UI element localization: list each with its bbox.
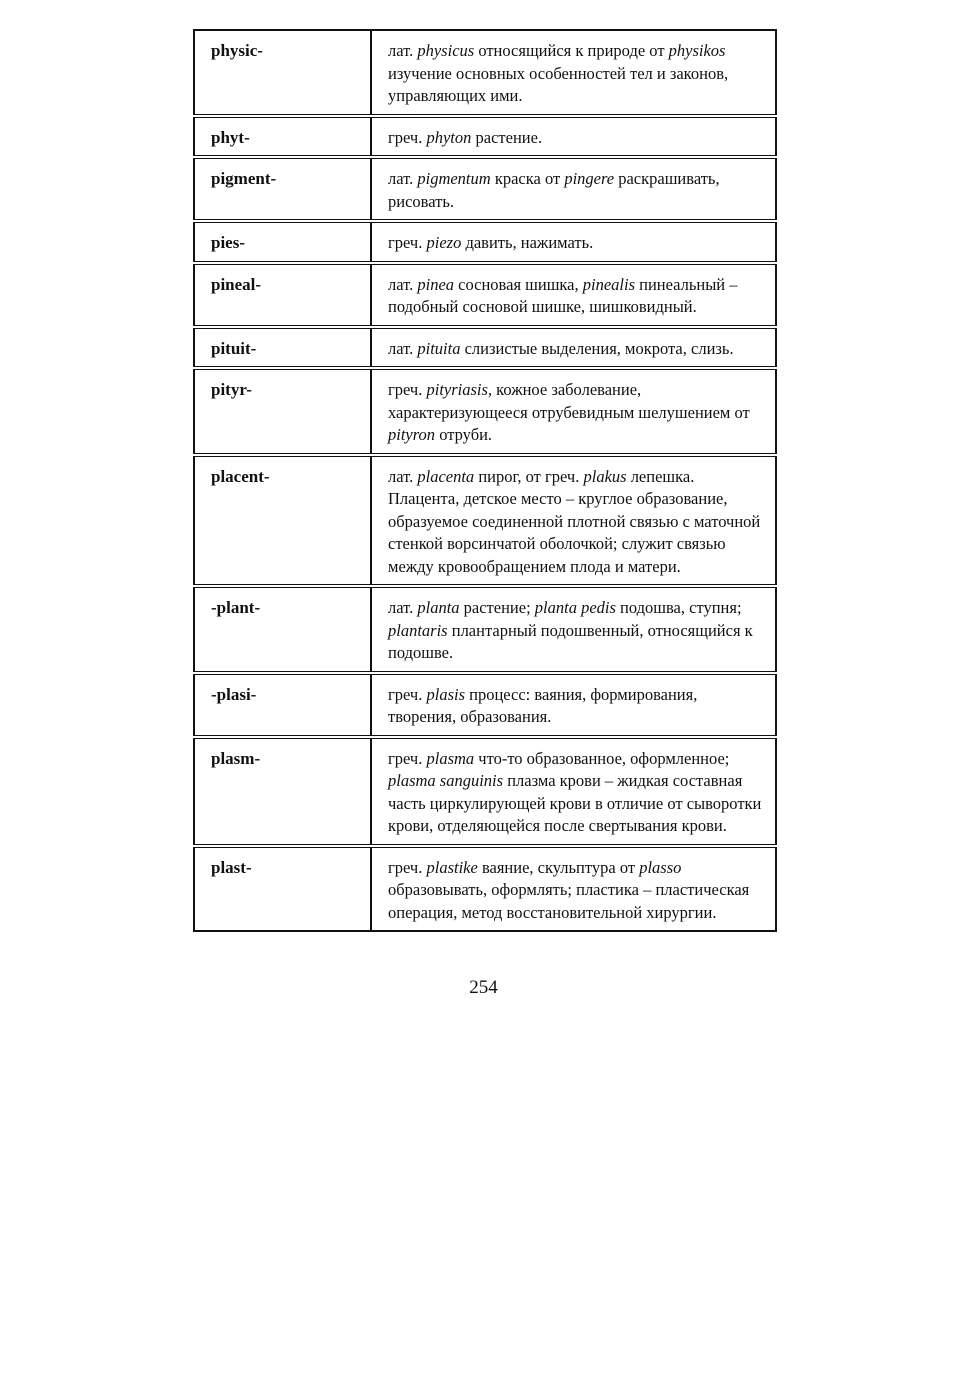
definition-text: плазма крови – жидкая составная часть циркулирующей крови в отличие от сыворотки крови, отделяющейся после свертывания крови. (388, 771, 762, 835)
definition-term-italic: plasis (426, 684, 465, 704)
definition-text: плантарный подошвенный, относящийся к подошве. (388, 620, 753, 662)
definition-cell (371, 30, 776, 116)
definition-cell (371, 327, 776, 369)
definition-text: греч. (388, 380, 427, 399)
definition-text: пинеальный – подобный сосновой шишке, шишковидный. (388, 274, 738, 316)
definition-term-italic: plantaris (388, 620, 448, 640)
definition-text: лат. (388, 169, 418, 188)
term-cell: pityr- (194, 368, 371, 455)
definition-term-italic: planta (417, 598, 460, 617)
term-cell: plasm- (194, 737, 371, 846)
definition-term-italic: physikos (668, 41, 726, 60)
definition-term-italic: plakus (583, 466, 627, 486)
definition-text: ваяние, скульптура от (477, 857, 640, 877)
definition-term-italic: placenta (417, 466, 475, 486)
definition-term-italic: pigmentum (417, 169, 491, 188)
definition-term-italic: plasma (426, 748, 475, 768)
definition-text: давить, нажимать. (461, 233, 594, 252)
table-row (194, 586, 776, 673)
term-cell: plast- (194, 846, 371, 932)
term-cell: pituit- (194, 327, 371, 369)
definition-text: лат. (388, 41, 418, 60)
definition-cell (371, 116, 776, 158)
definition-text: лат. (388, 338, 418, 358)
table-row (194, 455, 776, 587)
definition-text: лепешка. Плацента, детское место – круглое образование, образуемое соединенной плотной связью с маточной стенкой ворсинчатой оболочкой; служит связью между кровообращением плода и матери. (388, 466, 761, 576)
table-row (194, 673, 776, 737)
definition-text: образовывать, оформлять; пластика – пластическая операция, метод восстановительной хирургии. (388, 880, 750, 922)
definition-cell (371, 368, 776, 455)
definition-term-italic: plastike (426, 857, 478, 877)
definition-text: пирог, от греч. (474, 466, 584, 486)
definition-text: слизистые выделения, мокрота, слизь. (460, 338, 734, 358)
definition-term-italic: phyton (426, 127, 472, 147)
definition-text: отруби. (435, 425, 493, 444)
definition-term-italic: piezo (426, 233, 462, 252)
term-cell: placent- (194, 455, 371, 587)
definition-text: что-то образованное, оформленное; (474, 748, 730, 768)
definition-text: греч. (388, 857, 427, 877)
term-cell: pineal- (194, 263, 371, 327)
glossary-table (193, 29, 777, 932)
definition-cell (371, 737, 776, 846)
definition-cell (371, 586, 776, 673)
definition-term-italic: planta pedis (534, 598, 616, 617)
definition-text: растение. (471, 127, 543, 147)
term-cell: -plasi- (194, 673, 371, 737)
term-cell: pigment- (194, 157, 371, 221)
definition-text: лат. (388, 466, 418, 486)
definition-text: греч. (388, 684, 427, 704)
definition-term-italic: pityriasis, (426, 380, 493, 399)
table-row (194, 263, 776, 327)
definition-term-italic: plasma sanguinis (388, 771, 504, 790)
table-row (194, 30, 776, 116)
table-row (194, 221, 776, 263)
table-row (194, 116, 776, 158)
definition-cell (371, 846, 776, 932)
definition-text: процесс: ваяния, формирования, творения, образования. (388, 684, 698, 726)
table-row (194, 368, 776, 455)
definition-cell (371, 455, 776, 587)
definition-text: лат. (388, 598, 418, 617)
definition-text: кожное заболевание, характеризующееся отрубевидным шелушением от (388, 380, 750, 422)
table-row (194, 737, 776, 846)
definition-text: растение; (459, 598, 535, 617)
definition-cell (371, 221, 776, 263)
glossary-body (194, 30, 776, 931)
definition-term-italic: pingere (564, 169, 615, 188)
term-cell: physic- (194, 30, 371, 116)
definition-term-italic: pituita (417, 338, 461, 358)
definition-text: греч. (388, 127, 427, 147)
definition-text: подошва, ступня; (615, 598, 742, 617)
definition-text: краска от (490, 169, 565, 188)
definition-text: лат. (388, 274, 418, 294)
definition-term-italic: plasso (639, 857, 682, 877)
table-row (194, 327, 776, 369)
table-row (194, 157, 776, 221)
definition-term-italic: pinealis (582, 274, 635, 294)
definition-cell (371, 157, 776, 221)
definition-text: изучение основных особенностей тел и законов, управляющих ими. (388, 63, 729, 105)
term-cell: phyt- (194, 116, 371, 158)
term-cell: pies- (194, 221, 371, 263)
definition-cell (371, 673, 776, 737)
definition-term-italic: pityron (388, 425, 436, 444)
definition-text: раскрашивать, рисовать. (388, 169, 720, 211)
page-number: 254 (469, 977, 498, 998)
definition-term-italic: pinea (417, 274, 455, 294)
definition-text: греч. (388, 748, 427, 768)
term-cell: -plant- (194, 586, 371, 673)
definition-text: относящийся к природе от (474, 41, 669, 60)
definition-cell (371, 263, 776, 327)
table-row (194, 846, 776, 932)
definition-term-italic: physicus (417, 41, 475, 60)
definition-text: сосновая шишка, (454, 274, 583, 294)
definition-text: греч. (388, 233, 427, 252)
